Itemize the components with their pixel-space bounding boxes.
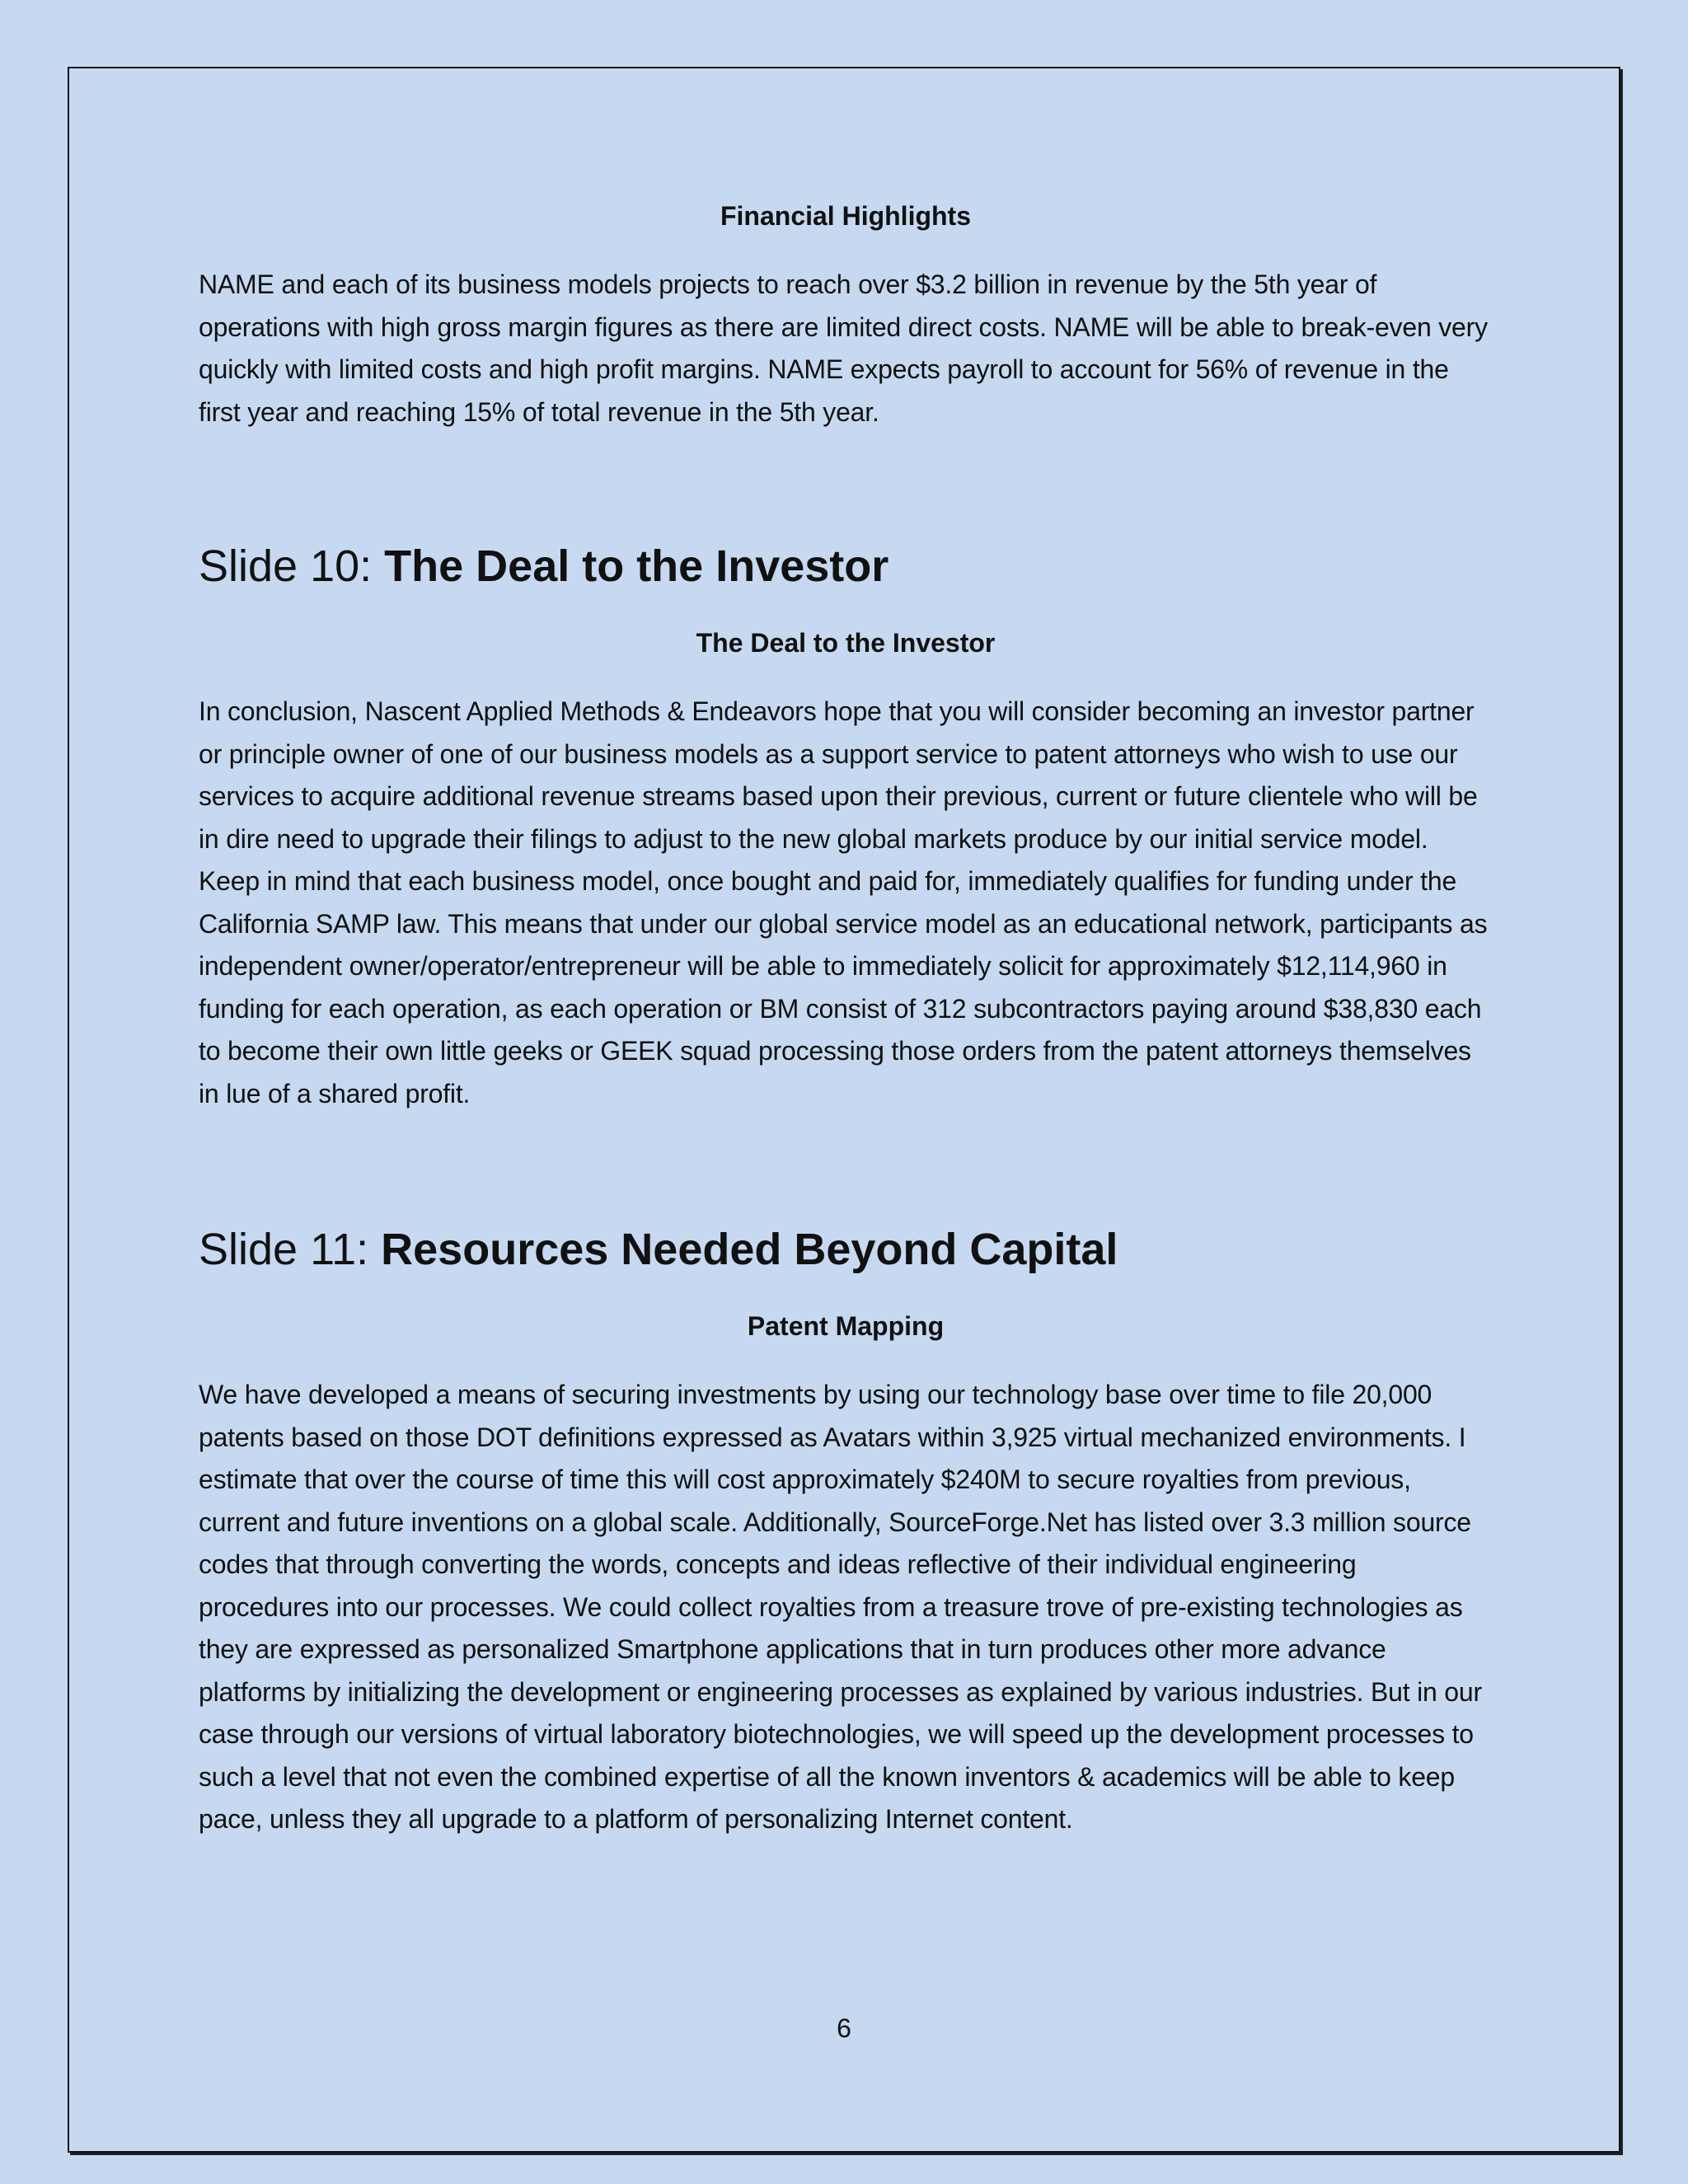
slide-11-title bbox=[199, 1221, 1493, 1278]
patent-mapping-heading: Patent Mapping bbox=[747, 1311, 945, 1341]
deal-to-investor-heading: The Deal to the Investor bbox=[696, 628, 996, 658]
slide-11-title-text: Resources Needed Beyond Capital bbox=[381, 1225, 1118, 1274]
financial-highlights-heading: Financial Highlights bbox=[720, 201, 971, 231]
slide-10-title bbox=[199, 537, 1493, 595]
slide-10-title-text: The Deal to the Investor bbox=[384, 541, 889, 591]
document-body bbox=[199, 198, 1493, 1841]
page-number: 6 bbox=[837, 2013, 851, 2043]
slide-10-prefix: Slide 10: bbox=[199, 541, 385, 591]
financial-highlights-paragraph: NAME and each of its business models projects to reach over $3.2 billion in revenue by the 5th year of operations with high gross margin figures as there are limited direct costs. NAME will be able to break-even very quickly with limited costs and high profit margins. NAME expects payroll to account for 56% of revenue in the first year and reaching 15% of total revenue in the 5th year. bbox=[199, 269, 1488, 427]
slide-11-prefix: Slide 11: bbox=[199, 1225, 382, 1274]
patent-mapping-paragraph: We have developed a means of securing investments by using our technology base over time to file 20,000 patents based on those DOT definitions expressed as Avatars within 3,925 virtual mechanized environments. I estimate that over the course of time this will cost approximately $240M to secure royalties from previous, current and future inventions on a global scale. Additionally, SourceForge.Net has listed over 3.3 million source codes that through converting the words, concepts and ideas reflective of their individual engineering procedures into our processes. We could collect royalties from a treasure trove of pre-existing technologies as they are expressed as personalized Smartphone applications that in turn produces other more advance platforms by initializing the development or engineering processes as explained by various industries. But in our case through our versions of virtual laboratory biotechnologies, we will speed up the development processes to such a level that not even the combined expertise of all the known inventors & academics will be able to keep pace, unless they all upgrade to a platform of personalizing Internet content. bbox=[199, 1380, 1482, 1834]
deal-to-investor-paragraph: In conclusion, Nascent Applied Methods & Endeavors hope that you will consider becoming an investor partner or principle owner of one of our business models as a support service to patent attorneys who wish to use our services to acquire additional revenue streams based upon their previous, current or future clientele who will be in dire need to upgrade their filings to adjust to the new global markets produce by our initial service model. Keep in mind that each business model, once bought and paid for, immediately qualifies for funding under the California SAMP law. This means that under our global service model as an educational network, participants as independent owner/operator/entrepreneur will be able to immediately solicit for approximately $12,114,960 in funding for each operation, as each operation or BM consist of 312 subcontractors paying around $38,830 each to become their own little geeks or GEEK squad processing those orders from the patent attorneys themselves in lue of a shared profit. bbox=[199, 696, 1488, 1108]
